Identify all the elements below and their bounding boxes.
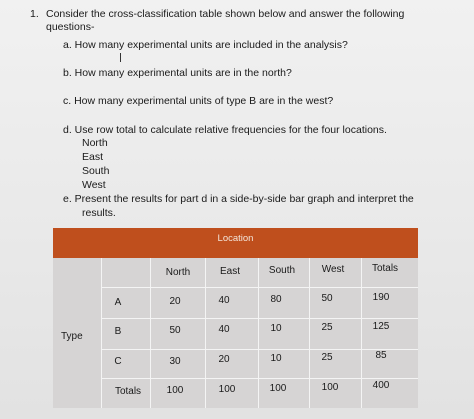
column-header-north: North	[165, 267, 191, 278]
cell-a-north: 20	[169, 296, 181, 307]
cell-c-north: 30	[169, 356, 181, 367]
location-item-east: East	[82, 151, 104, 163]
cell-a-east: 40	[218, 295, 230, 306]
cell-totals-north: 100	[166, 385, 184, 396]
column-header-west: West	[321, 264, 345, 275]
cell-totals-west: 100	[321, 382, 339, 393]
question-intro-line2: questions-	[46, 21, 95, 33]
cell-a-west: 50	[321, 293, 333, 304]
cell-b-west: 25	[321, 322, 333, 333]
cell-b-east: 40	[218, 324, 230, 335]
cell-c-south: 10	[270, 353, 282, 364]
question-part-d: d. Use row total to calculate relative frequencies for the four locations.	[63, 124, 387, 136]
cell-totals-east: 100	[218, 384, 236, 395]
question-part-e-line1: e. Present the results for part d in a side-by-side bar graph and interpret the	[63, 193, 414, 205]
table-body	[53, 258, 418, 408]
cell-a-totals: 190	[372, 292, 390, 303]
row-group-label-type: Type	[61, 331, 83, 342]
row-label-a: A	[114, 297, 122, 308]
question-part-a: a. How many experimental units are included in the analysis?	[63, 39, 348, 51]
row-divider	[101, 287, 418, 288]
location-header: Location	[53, 228, 418, 258]
cross-classification-table	[53, 228, 418, 408]
cell-totals-totals: 400	[372, 380, 390, 391]
row-label-b: B	[114, 326, 122, 337]
text-cursor	[120, 53, 121, 62]
cell-c-west: 25	[321, 352, 333, 363]
cell-a-south: 80	[270, 294, 282, 305]
question-part-c: c. How many experimental units of type B are in the west?	[63, 95, 334, 107]
location-item-south: South	[82, 165, 110, 177]
cell-b-south: 10	[270, 323, 282, 334]
location-item-west: West	[82, 179, 106, 191]
cell-c-east: 20	[218, 354, 230, 365]
question-part-e-line2: results.	[82, 207, 116, 219]
cell-totals-south: 100	[269, 383, 287, 394]
column-header-totals: Totals	[371, 263, 399, 274]
row-divider	[101, 378, 418, 379]
cell-c-totals: 85	[375, 350, 387, 361]
question-part-b: b. How many experimental units are in the north?	[63, 67, 292, 79]
row-label-totals: Totals	[114, 386, 142, 397]
column-header-south: South	[268, 265, 296, 276]
cell-b-totals: 125	[372, 321, 390, 332]
question-number: 1.	[30, 8, 39, 20]
row-label-c: C	[114, 356, 122, 367]
question-intro-line1: Consider the cross-classification table shown below and answer the following	[46, 8, 405, 20]
column-header-east: East	[219, 266, 240, 277]
location-item-north: North	[82, 137, 108, 149]
cell-b-north: 50	[169, 325, 181, 336]
row-divider	[101, 318, 418, 319]
